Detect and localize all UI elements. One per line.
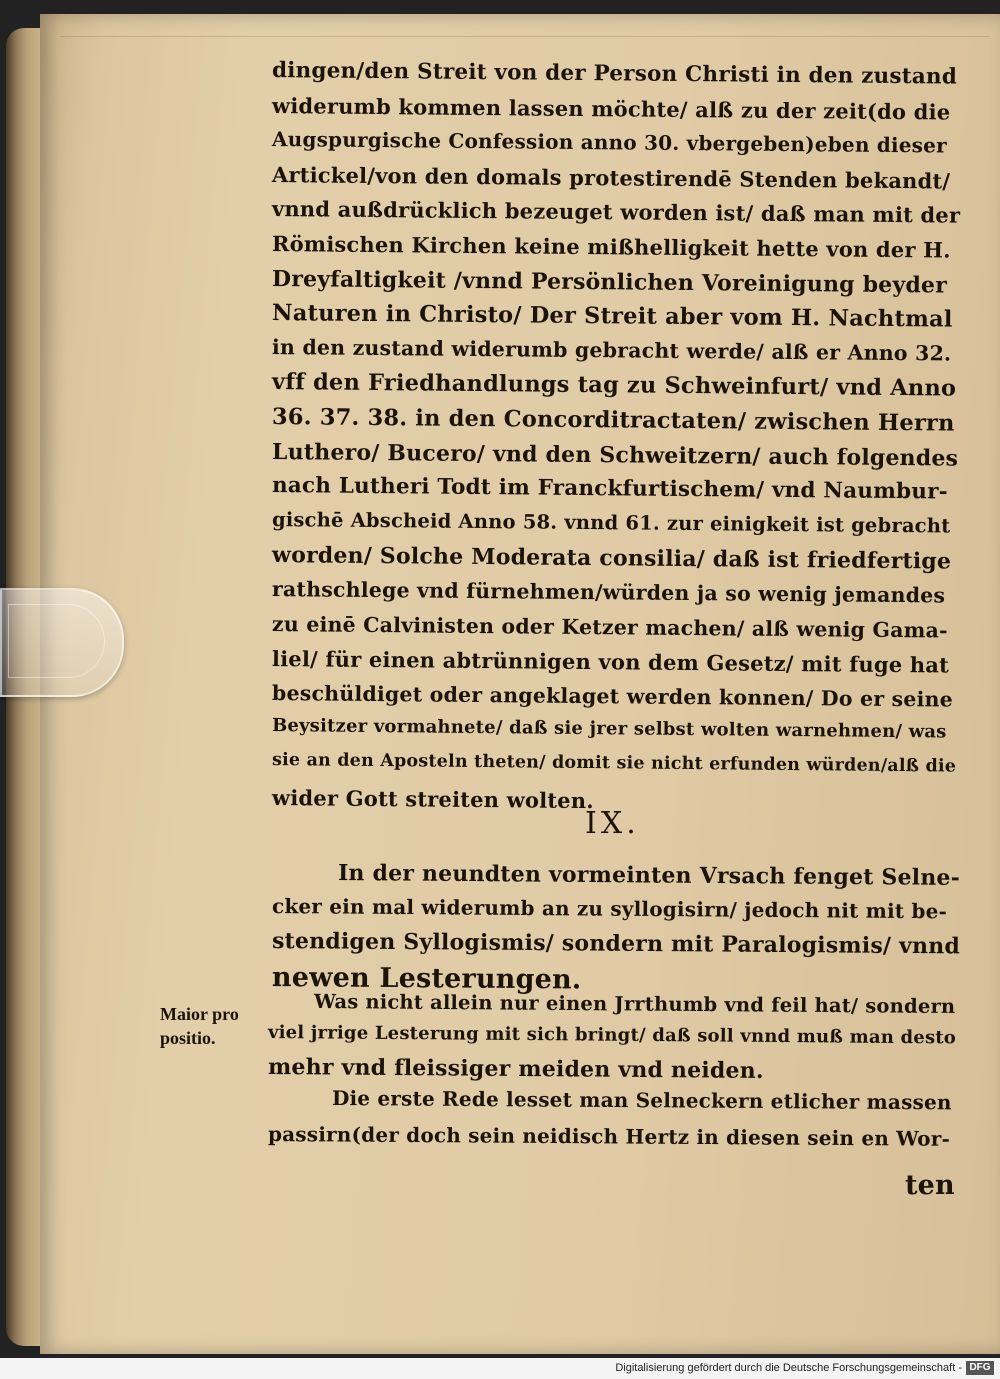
text-lines-line: rathschlege vnd fürnehmen/würden ja so wenig jemandes xyxy=(271,577,946,608)
text-lines-line: Naturen in Christo/ Der Streit aber vom H. Nachtmal xyxy=(271,300,953,333)
text-lines-line: Römischen Kirchen keine mißhelligkeit hette von der H. xyxy=(271,231,951,263)
text-lines-line: beschüldiget oder angeklaget werden konnen/ Do er seine xyxy=(271,680,954,712)
margin-note-line-1: Maior pro xyxy=(160,1004,239,1024)
text-lines-line: dingen/den Streit von der Person Christi in den zustand xyxy=(271,58,958,90)
text-lines-line: vnnd außdrücklich bezeuget worden ist/ daß man mit der xyxy=(271,196,961,228)
footer-bar xyxy=(0,1358,1000,1379)
text-lines-line: worden/ Solche Moderata consilia/ daß ist friedfertige xyxy=(271,542,952,575)
text-lines-line: widerumb kommen lassen möchte/ alß zu der zeit(do die xyxy=(271,92,951,125)
text-lines-line: nach Lutheri Todt im Franckfurtischem/ vnd Naumbur- xyxy=(271,473,948,505)
paragraph3-line: Was nicht allein nur einen Jrrthumb vnd feil hat/ sondern xyxy=(313,990,956,1019)
text-lines-line: zu einē Calvinisten oder Ketzer machen/ alß wenig Gama- xyxy=(271,611,948,643)
text-lines-line: Artickel/von den domals protestirendē Stenden bekandt/ xyxy=(271,161,951,194)
margin-note-line-2: positio. xyxy=(160,1028,216,1048)
chapter-heading: IX. xyxy=(585,806,640,841)
paragraph4-line: Die erste Rede lesset man Selneckern etlicher massen xyxy=(331,1086,952,1115)
catchword: ten xyxy=(905,1170,955,1201)
text-lines-line: sie an den Aposteln theten/ domit sie nicht erfunden würden/alß die xyxy=(271,750,957,777)
text-lines-line: in den zustand widerumb gebracht werde/ alß er Anno 32. xyxy=(271,334,952,366)
text-lines-line: wider Gott streiten wolten. xyxy=(271,784,594,813)
dfg-logo-icon: DFG xyxy=(966,1361,994,1375)
text-lines-line: 36. 37. 38. in den Concorditractaten/ zwischen Herrn xyxy=(271,404,955,437)
text-lines-line: Augspurgische Confession anno 30. vbergeben)eben dieser xyxy=(271,127,947,158)
paragraph2-line: In der neundten vormeinten Vrsach fenget Selne- xyxy=(337,860,961,891)
text-lines-line: Beysitzer vormahnete/ daß sie jrer selbst wolten warnehmen/ was xyxy=(271,715,947,743)
bookmark-tab-inner xyxy=(8,604,105,678)
text-lines-line: gischē Abscheid Anno 58. vnnd 61. zur einigkeit ist gebracht xyxy=(271,507,951,538)
text-lines-line: liel/ für einen abtrünnigen von dem Gesetz/ mit fuge hat xyxy=(271,646,950,678)
footer-credit: Digitalisierung gefördert durch die Deutsche Forschungsgemeinschaft - xyxy=(615,1362,962,1374)
paragraph3-line: mehr vnd fleissiger meiden vnd neiden. xyxy=(267,1054,764,1084)
bookmark-tab xyxy=(0,588,124,697)
text-lines-line: vff den Friedhandlungs tag zu Schweinfurt/ vnd Anno xyxy=(271,369,957,402)
text-lines-line: Luthero/ Bucero/ vnd den Schweitzern/ auch folgendes xyxy=(271,438,959,472)
paragraph4-line: passirn(der doch sein neidisch Hertz in diesen sein en Wor- xyxy=(267,1122,951,1151)
text-lines-line: Dreyfaltigkeit /vnnd Persönlichen Voreinigung beyder xyxy=(271,265,948,299)
paragraph2-line: stendigen Syllogismis/ sondern mit Paralogismis/ vnnd xyxy=(271,928,961,960)
paragraph2-line: cker ein mal widerumb an zu syllogisirn/ jedoch nit mit be- xyxy=(271,894,948,924)
paragraph3-line: viel jrrige Lesterung mit sich bringt/ daß soll vnnd muß man desto xyxy=(267,1022,957,1049)
paragraph2-line: newen Lesterungen. xyxy=(271,962,582,996)
